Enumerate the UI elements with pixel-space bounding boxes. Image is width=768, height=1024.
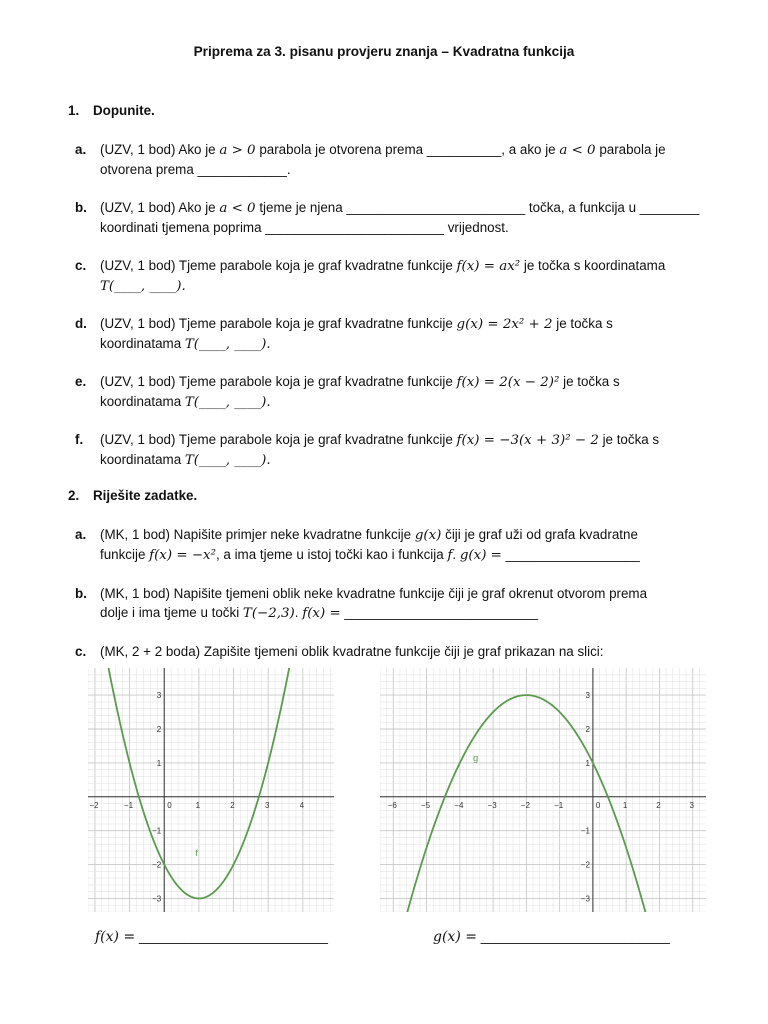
- x-tick-label: 1: [195, 800, 201, 810]
- math-expression: a < 0: [559, 143, 596, 158]
- x-tick-label: 2: [656, 800, 661, 810]
- question-text: (MK, 1 bod) Napišite tjemeni oblik neke kvadratne funkcije čiji je graf okrenut otvorom prema dolje i ima tjeme u točki T(−2,3). f(x) = __________________________: [100, 586, 648, 621]
- question-text: (UZV, 1 bod) Tjeme parabole koja je graf kvadratne funkcije f(x) = 2(x − 2)² je točka s koordinatama T(____, ____).: [100, 374, 620, 410]
- question-label: b.: [75, 586, 87, 601]
- question-text: (UZV, 1 bod) Tjeme parabole koja je graf kvadratne funkcije g(x) = 2x² + 2 je točka s koordinatama T(____, ____).: [100, 316, 613, 352]
- math-expression: T(____, ____).: [184, 453, 271, 468]
- x-tick-label: 3: [689, 800, 694, 810]
- question-text: (MK, 2 + 2 boda) Zapišite tjemeni oblik kvadratne funkcije čiji je graf prikazan na slici:: [100, 644, 604, 659]
- math-expression: f: [447, 548, 453, 563]
- question-1f: [75, 430, 715, 470]
- question-text: (UZV, 1 bod) Ako je a < 0 tjeme je njena ________________________ točka, a funkcija u ________ koordinati tjemena poprima ________________________ vrijednost.: [100, 200, 700, 235]
- question-label: e.: [75, 374, 87, 389]
- x-tick-label: −1: [124, 800, 134, 810]
- math-expression: a < 0: [219, 201, 256, 216]
- y-tick-label: −3: [152, 894, 162, 904]
- x-tick-label: 0: [595, 800, 601, 810]
- graph-f: [88, 668, 334, 912]
- question-label: a.: [75, 142, 87, 157]
- question-text: (UZV, 1 bod) Tjeme parabole koja je graf kvadratne funkcije f(x) = −3(x + 3)² − 2 je točka s koordinatama T(____, ____).: [100, 432, 660, 468]
- question-label: a.: [75, 527, 87, 542]
- x-tick-label: −1: [554, 800, 564, 810]
- y-tick-label: −2: [580, 860, 590, 870]
- x-tick-label: −5: [421, 800, 431, 810]
- question-2c: [75, 642, 715, 661]
- x-tick-label: −6: [387, 800, 397, 810]
- math-expression: T(____, ____).: [184, 395, 271, 410]
- question-text: (MK, 1 bod) Napišite primjer neke kvadratne funkcije g(x) čiji je graf uži od grafa kvadratne funkcije f(x) = −x², a ima tjeme u istoj točki kao i funkcija f. g(x) = __________________: [100, 527, 640, 563]
- x-tick-label: 3: [264, 800, 270, 810]
- y-tick-label: 1: [585, 758, 590, 768]
- math-expression: T(____, ____).: [100, 279, 186, 294]
- x-tick-label: −3: [487, 800, 497, 810]
- x-tick-label: −4: [454, 800, 464, 810]
- x-tick-label: −2: [520, 800, 530, 810]
- graph-g-svg: [380, 668, 706, 912]
- y-tick-label: −3: [580, 894, 590, 904]
- question-text: (UZV, 1 bod) Ako je a > 0 parabola je otvorena prema __________, a ako je a < 0 parabola je otvorena prema ____________.: [100, 142, 666, 177]
- question-1a: [75, 140, 715, 179]
- y-tick-label: 2: [585, 725, 590, 734]
- y-tick-label: 3: [156, 691, 162, 701]
- section-1-heading: 1. Dopunite.: [68, 103, 155, 118]
- y-tick-label: 1: [156, 758, 162, 768]
- answer-g: g(x) = _________________________: [433, 929, 670, 945]
- math-expression: f(x) = 2(x − 2)²: [456, 375, 560, 390]
- math-expression: a > 0: [219, 143, 256, 158]
- curve-label: f: [195, 848, 198, 859]
- question-label: f.: [75, 432, 84, 447]
- math-expression: g(x): [414, 528, 442, 543]
- math-expression: g(x) = 2x² + 2: [456, 317, 553, 332]
- answer-f: f(x) = _________________________: [95, 929, 328, 945]
- math-expression: f(x) =: [302, 606, 341, 621]
- x-tick-label: 1: [622, 800, 628, 810]
- curve-label: g: [473, 753, 479, 764]
- y-tick-label: 2: [156, 725, 162, 734]
- math-expression: g(x) =: [459, 548, 502, 563]
- question-2a: [75, 525, 715, 565]
- graph-f-svg: [88, 668, 334, 912]
- question-1e: [75, 372, 715, 412]
- y-tick-label: −2: [152, 860, 162, 870]
- graph-g: [380, 668, 706, 912]
- x-tick-label: 4: [299, 800, 305, 810]
- question-2b: [75, 584, 715, 623]
- section-2-heading: 2. Riješite zadatke.: [68, 488, 198, 503]
- page-title: Priprema za 3. pisanu provjeru znanja – Kvadratna funkcija: [193, 44, 575, 59]
- y-tick-label: −1: [580, 826, 590, 836]
- question-label: d.: [75, 316, 87, 331]
- question-1c: [75, 256, 715, 296]
- y-tick-label: 3: [585, 691, 590, 701]
- question-label: b.: [75, 200, 87, 215]
- math-expression: T(____, ____).: [184, 337, 271, 352]
- math-expression: f(x) = −x²: [149, 548, 216, 563]
- question-1d: [75, 314, 715, 354]
- question-text: (UZV, 1 bod) Tjeme parabole koja je graf kvadratne funkcije f(x) = ax² je točka s koordinatama T(____, ____).: [100, 258, 666, 294]
- math-expression: T(−2,3): [242, 606, 295, 621]
- x-tick-label: −2: [89, 800, 99, 810]
- math-expression: f(x) = ax²: [456, 259, 521, 274]
- x-tick-label: 2: [230, 800, 235, 810]
- question-label: c.: [75, 258, 87, 273]
- math-expression: f(x) = −3(x + 3)² − 2: [456, 433, 599, 448]
- question-1b: [75, 198, 715, 237]
- x-tick-label: 0: [167, 800, 172, 810]
- y-tick-label: −1: [152, 826, 162, 836]
- question-label: c.: [75, 644, 87, 659]
